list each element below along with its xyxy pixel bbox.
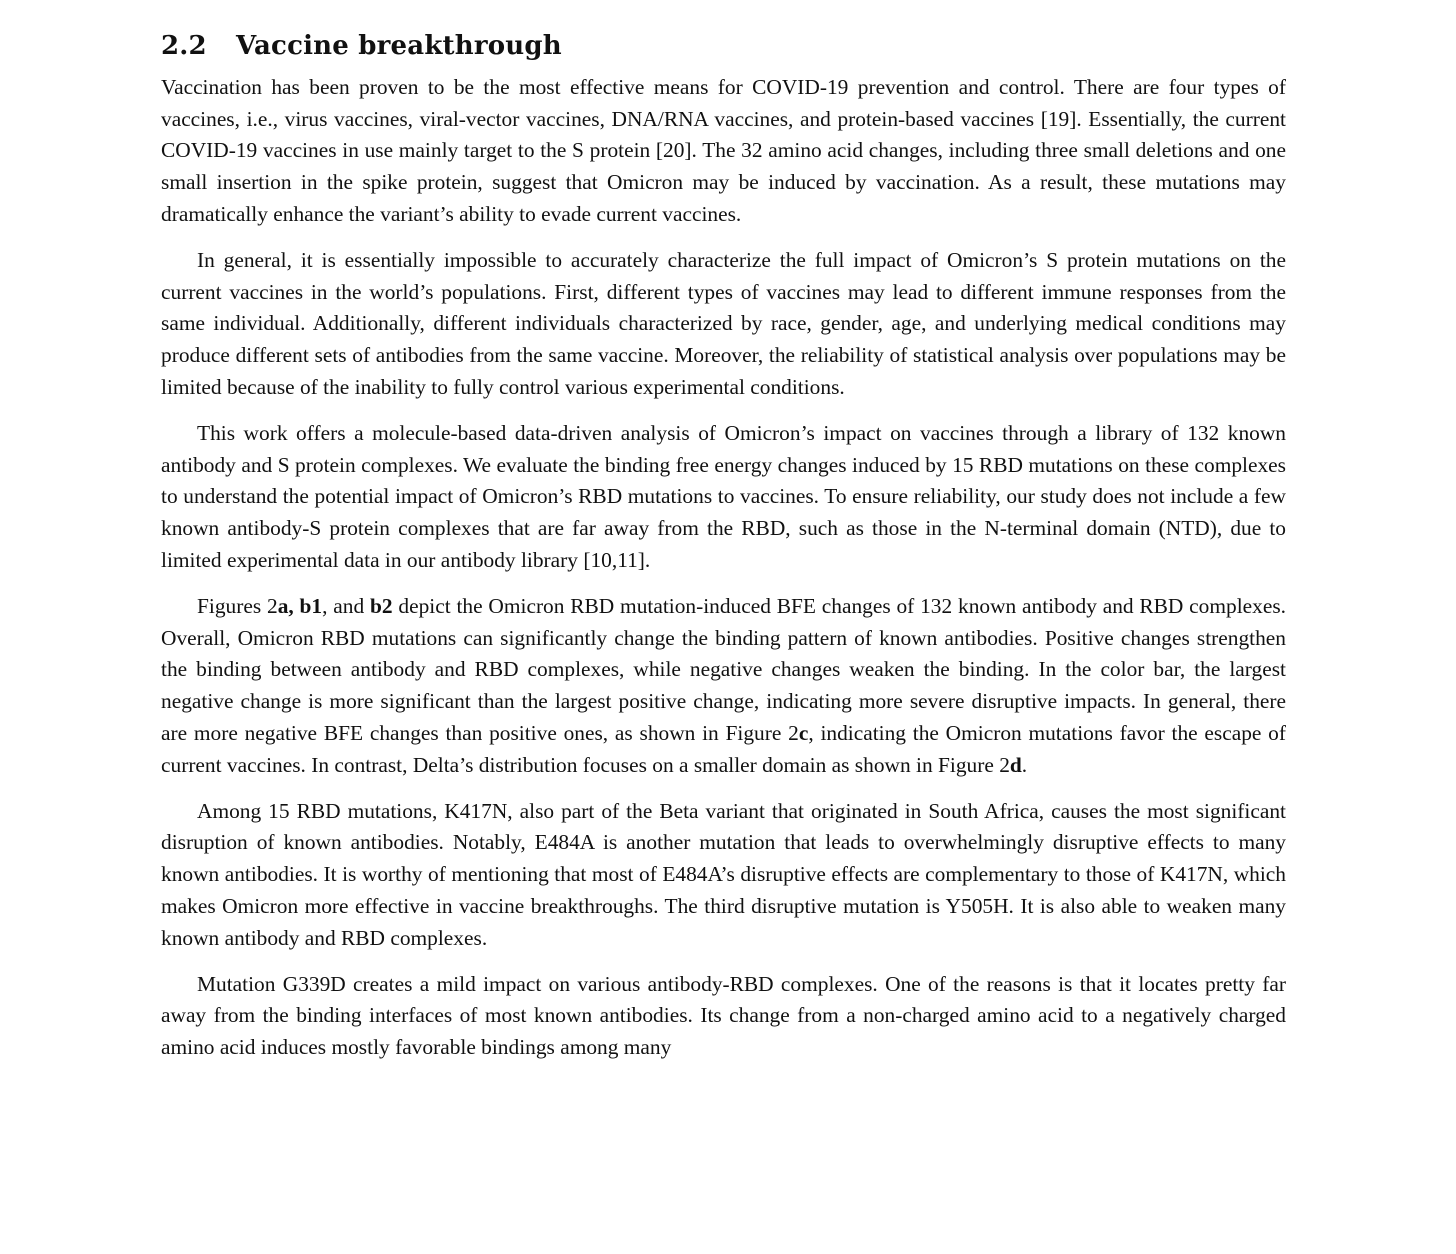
- figure-ref-bold: c: [798, 720, 809, 745]
- paper-page: [161, 26, 1286, 1078]
- paragraph-text: , and: [322, 594, 370, 619]
- paragraph: [161, 969, 1286, 1064]
- paragraph-text: Vaccination has been proven to be the most effective means for COVID-19 prevention and control. There are four types of vaccines, i.e., virus vaccines, viral-vector vaccines, DNA/RNA vaccines, and protein-based vaccines [19]. Essentially, the current COVID-19 vaccines in use mainly target to the S protein [20]. The 32 amino acid changes, including three small deletions and one small insertion in the spike protein, suggest that Omicron may be induced by vaccination. As a result, these mutations may dramatically enhance the variant’s ability to evade current vaccines.: [161, 75, 1286, 226]
- section-number: 2.2: [161, 31, 207, 61]
- paragraph-text: , indicating the Omicron mutations favor the escape of current vaccines. In contrast, Delta’s distribution focuses on a smaller domain as shown in Figure 2: [161, 720, 1286, 777]
- paragraph-text: depict the Omicron RBD mutation-induced BFE changes of 132 known antibody and RBD complexes. Overall, Omicron RBD mutations can significantly change the binding pattern of known antibodies. Positive changes strengthen the binding between antibody and RBD complexes, while negative changes weaken the binding. In the color bar, the largest negative change is more significant than the largest positive change, indicating more severe disruptive impacts. In general, there are more negative BFE changes than positive ones, as shown in Figure 2: [161, 594, 1287, 745]
- paragraph-text: Mutation G339D creates a mild impact on various antibody-RBD complexes. One of the reasons is that it locates pretty far away from the binding interfaces of most known antibodies. Its change from a non-charged amino acid to a negatively charged amino acid induces mostly favorable bindings among many: [161, 971, 1286, 1060]
- paragraph: [161, 591, 1286, 781]
- paragraph: [161, 418, 1286, 577]
- paragraph: [161, 72, 1286, 231]
- figure-ref-bold: a, b1: [277, 594, 323, 619]
- paragraph: [161, 796, 1286, 955]
- section-title: Vaccine breakthrough: [236, 31, 562, 61]
- paragraph-text: Figures 2: [197, 594, 278, 619]
- paragraph-text: This work offers a molecule-based data-driven analysis of Omicron’s impact on vaccines through a library of 132 known antibody and S protein complexes. We evaluate the binding free energy changes induced by 15 RBD mutations on these complexes to understand the potential impact of Omicron’s RBD mutations to vaccines. To ensure reliability, our study does not include a few known antibody-S protein complexes that are far away from the RBD, such as those in the N-terminal domain (NTD), due to limited experimental data in our antibody library [10,11].: [161, 421, 1286, 572]
- section-heading: [161, 26, 1286, 66]
- paragraph-text: In general, it is essentially impossible to accurately characterize the full impact of Omicron’s S protein mutations on the current vaccines in the world’s populations. First, different types of vaccines may lead to different immune responses from the same individual. Additionally, different individuals characterized by race, gender, age, and underlying medical conditions may produce different sets of antibodies from the same vaccine. Moreover, the reliability of statistical analysis over populations may be limited because of the inability to fully control various experimental conditions.: [161, 248, 1286, 399]
- paragraph: [161, 245, 1286, 404]
- figure-ref-bold: b2: [370, 594, 393, 619]
- figure-ref-bold: d: [1009, 752, 1022, 777]
- paragraph-text: .: [1021, 752, 1028, 777]
- paragraph-text: Among 15 RBD mutations, K417N, also part of the Beta variant that originated in South Africa, causes the most significant disruption of known antibodies. Notably, E484A is another mutation that leads to overwhelmingly disruptive effects to many known antibodies. It is worthy of mentioning that most of E484A’s disruptive effects are complementary to those of K417N, which makes Omicron more effective in vaccine breakthroughs. The third disruptive mutation is Y505H. It is also able to weaken many known antibody and RBD complexes.: [161, 798, 1286, 950]
